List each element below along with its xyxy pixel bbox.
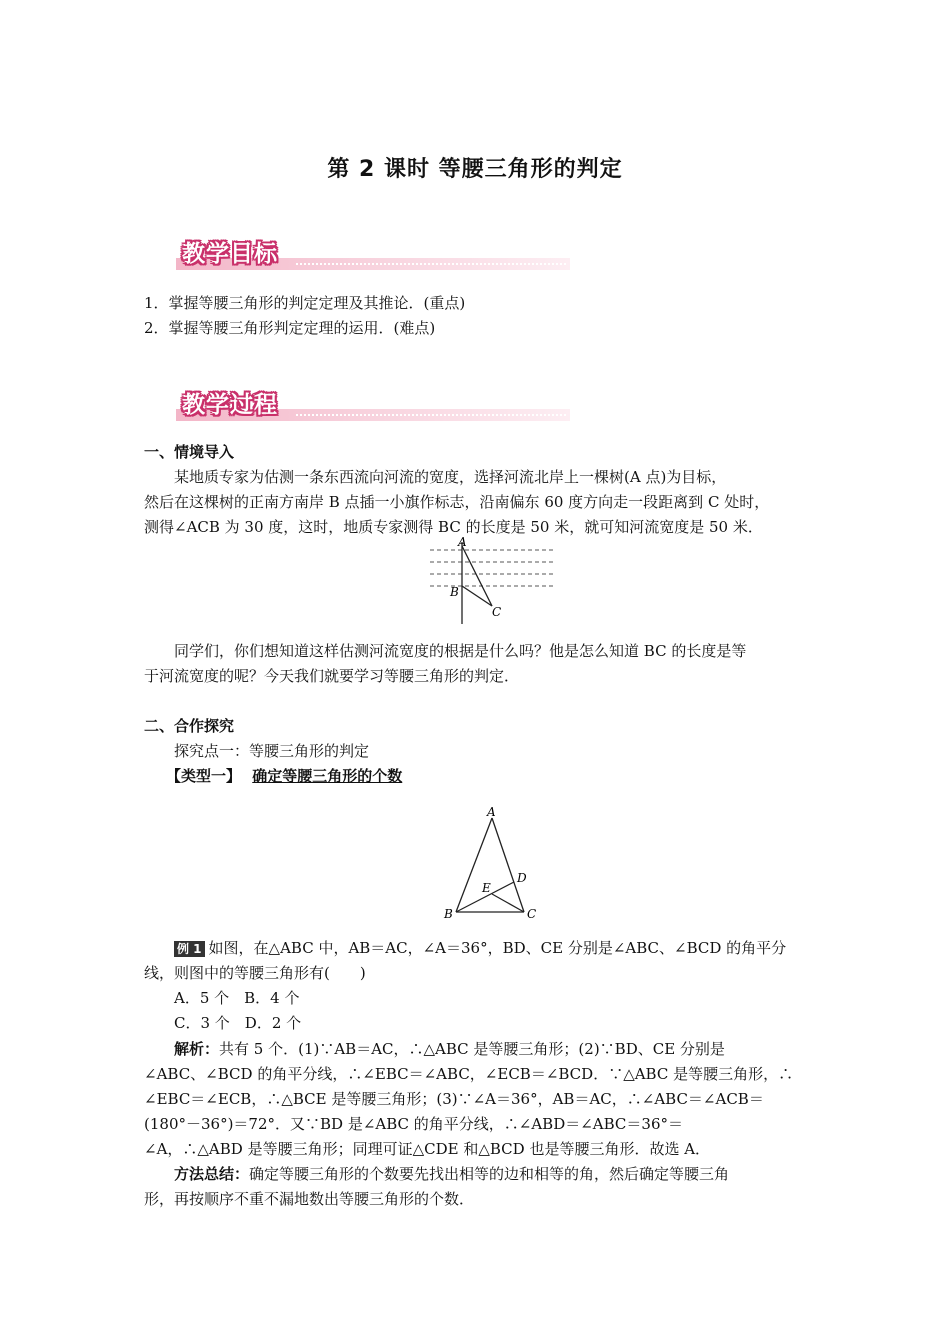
goal-item-1: 1．掌握等腰三角形的判定定理及其推论．(重点): [144, 294, 466, 312]
process-banner: [176, 387, 570, 421]
summary-text: 确定等腰三角形的个数要先找出相等的边和相等的角，然后确定等腰三角: [249, 1165, 730, 1183]
point-b-label: B: [450, 585, 459, 599]
intro-line-3: 测得∠ACB 为 30 度，这时，地质专家测得 BC 的长度是 50 米，就可知河流宽度是 50 米．: [144, 518, 763, 536]
example-line-2: 线，则图中的等腰三角形有( ): [144, 964, 366, 982]
example-line-1: [174, 936, 836, 961]
process-banner-label: 教学过程: [182, 392, 278, 418]
summary-label: 方法总结：: [174, 1165, 250, 1183]
point-c-label: C: [527, 907, 537, 921]
question-line-1: 同学们，你们想知道这样估测河流宽度的根据是什么吗？他是怎么知道 BC 的长度是等: [174, 642, 747, 660]
section1-heading: 一、情境导入: [144, 443, 235, 461]
summary-line-2: 形，再按顺序不重不漏地数出等腰三角形的个数．: [144, 1190, 475, 1208]
side-ab: [456, 818, 492, 912]
page-title: 第 2 课时 等腰三角形的判定: [327, 157, 623, 182]
analysis-label: 解析：: [174, 1040, 220, 1058]
point-a-label: A: [487, 806, 496, 819]
point-a-label: A: [458, 535, 467, 549]
banner-dots: [296, 414, 566, 416]
analysis-line-3: ∠EBC＝∠ECB，∴△BCE 是等腰三角形；(3)∵∠A＝36°，AB＝AC，∴∠ABC＝∠ACB＝: [144, 1090, 764, 1108]
goals-banner-label: 教学目标: [182, 241, 278, 267]
segment-ac: [462, 546, 492, 606]
analysis-line-2: ∠ABC、∠BCD 的角平分线，∴∠EBC＝∠ABC，∠ECB＝∠BCD．∵△ABC 是等腰三角形，∴: [144, 1065, 794, 1083]
goal-item-2: 2．掌握等腰三角形判定定理的运用．(难点): [144, 319, 436, 337]
analysis-line-4: (180°－36°)＝72°．又∵BD 是∠ABC 的角平分线，∴∠ABD＝∠ABC＝36°＝: [144, 1115, 683, 1133]
explore-point: 探究点一：等腰三角形的判定: [174, 742, 370, 760]
question-line-2: 于河流宽度的呢？今天我们就要学习等腰三角形的判定．: [144, 667, 520, 685]
options-line-1: A．5 个 B．4 个: [174, 989, 300, 1007]
side-ac: [492, 818, 524, 912]
point-b-label: B: [444, 907, 453, 921]
type-heading: [166, 764, 828, 789]
summary-line-1: [174, 1162, 836, 1187]
intro-line-1: 某地质专家为估测一条东西流向河流的宽度，选择河流北岸上一棵树(A 点)为目标，: [174, 468, 727, 486]
example-badge: 例 1: [174, 941, 205, 957]
type-title: 确定等腰三角形的个数: [252, 767, 403, 785]
section2-heading: 二、合作探究: [144, 717, 235, 735]
point-d-label: D: [517, 871, 527, 885]
analysis-line-1: [174, 1037, 836, 1062]
intro-line-2: 然后在这棵树的正南方南岸 B 点插一小旗作标志，沿南偏东 60 度方向走一段距离到 C 处时，: [144, 493, 770, 511]
triangle-figure: [440, 806, 550, 926]
analysis-text: 共有 5 个．(1)∵AB＝AC，∴△ABC 是等腰三角形；(2)∵BD、CE 分别是: [219, 1040, 725, 1058]
type-tag: 【类型一】: [166, 767, 242, 785]
banner-dots: [296, 263, 566, 265]
river-figure: [420, 534, 560, 626]
point-c-label: C: [492, 605, 502, 619]
example-text: 如图，在△ABC 中，AB＝AC，∠A＝36°，BD、CE 分别是∠ABC、∠BCD 的角平分: [208, 939, 787, 957]
analysis-line-5: ∠A，∴△ABD 是等腰三角形；同理可证△CDE 和△BCD 也是等腰三角形．故选 A．: [144, 1140, 711, 1158]
point-e-label: E: [482, 881, 491, 895]
options-line-2: C．3 个 D．2 个: [174, 1014, 302, 1032]
goals-banner: [176, 236, 570, 270]
